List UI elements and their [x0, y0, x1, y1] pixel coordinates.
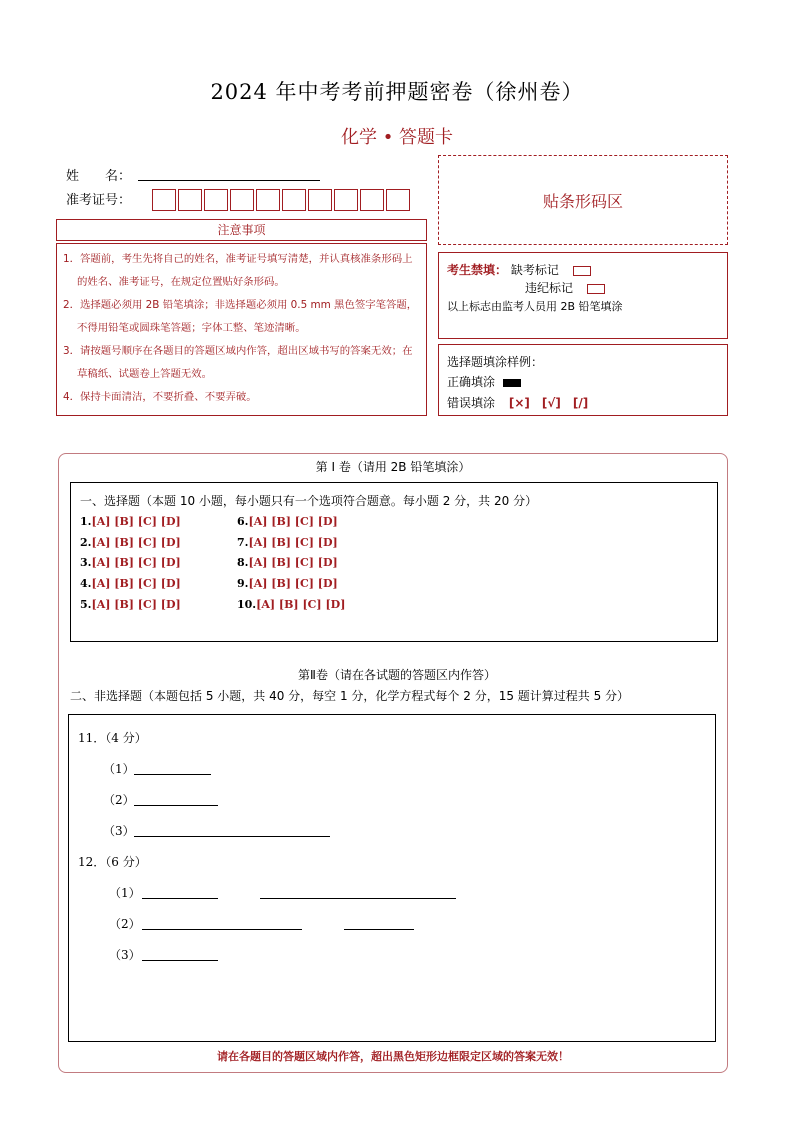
id-digit-box[interactable]	[204, 189, 228, 211]
notice-item: 4．保持卡面清洁，不要折叠、不要弄破。	[63, 391, 257, 403]
part1-title: 第 I 卷（请用 2B 铅笔填涂）	[315, 460, 471, 474]
q12-label: 12．（6 分）	[78, 855, 147, 869]
mcq-row[interactable]: 4.[A] [B] [C] [D]	[80, 577, 181, 590]
violation-label: 违纪标记	[525, 281, 574, 295]
absent-label: 缺考标记	[510, 263, 559, 277]
mcq-row[interactable]: 10.[A] [B] [C] [D]	[237, 598, 346, 611]
mcq-row[interactable]: 1.[A] [B] [C] [D]	[80, 515, 181, 528]
id-number-boxes[interactable]	[152, 189, 412, 211]
correct-fill-sample	[503, 379, 521, 387]
mcq-row[interactable]: 8.[A] [B] [C] [D]	[237, 556, 338, 569]
id-digit-box[interactable]	[178, 189, 202, 211]
id-digit-box[interactable]	[256, 189, 280, 211]
absent-mark[interactable]	[573, 266, 591, 276]
fill-sample-title: 选择题填涂样例：	[447, 355, 544, 369]
answer-line[interactable]	[260, 897, 456, 899]
forbidden-label: 考生禁填：	[447, 263, 508, 277]
mcq-row[interactable]: 2.[A] [B] [C] [D]	[80, 536, 181, 549]
footer-warning: 请在各题目的答题区域内作答，超出黑色矩形边框限定区域的答案无效！	[217, 1050, 569, 1063]
q11-part-label: （3）	[103, 824, 135, 838]
q11-label: 11．（4 分）	[78, 731, 147, 745]
mcq-row[interactable]: 9.[A] [B] [C] [D]	[237, 577, 338, 590]
free-answer-area	[68, 714, 716, 1042]
q12-part-label: （2）	[109, 917, 141, 931]
q11-part-label: （1）	[103, 762, 135, 776]
answer-line[interactable]	[134, 835, 330, 837]
notice-box	[56, 243, 427, 416]
page-subtitle: 化学 • 答题卡	[340, 127, 454, 148]
q12-part-label: （3）	[109, 948, 141, 962]
q12-part-label: （1）	[109, 886, 141, 900]
answer-line[interactable]	[142, 959, 218, 961]
page-title: 2024 年中考考前押题密卷（徐州卷）	[210, 80, 584, 104]
violation-mark[interactable]	[587, 284, 605, 294]
answer-line[interactable]	[134, 773, 211, 775]
barcode-label: 贴条形码区	[542, 191, 623, 211]
name-field[interactable]	[138, 179, 320, 181]
answer-line[interactable]	[134, 804, 218, 806]
id-digit-box[interactable]	[308, 189, 332, 211]
wrong-fill-examples: [×] [√] [/]	[508, 396, 589, 410]
part2-title: 第Ⅱ卷（请在各试题的答题区内作答）	[298, 668, 496, 682]
id-digit-box[interactable]	[152, 189, 176, 211]
mcq-row[interactable]: 7.[A] [B] [C] [D]	[237, 536, 338, 549]
part2-section-head: 二、非选择题（本题包括 5 小题，共 40 分，每空 1 分，化学方程式每个 2 分，15 题计算过程共 5 分）	[70, 689, 630, 703]
q11-part-label: （2）	[103, 793, 135, 807]
notice-item: 2．选择题必须用 2B 铅笔填涂；非选择题必须用 0.5 mm 黑色签字笔答题，不得用铅笔或圆珠笔答题；字体工整、笔迹清晰。	[63, 299, 418, 334]
id-digit-box[interactable]	[386, 189, 410, 211]
id-digit-box[interactable]	[282, 189, 306, 211]
answer-line[interactable]	[142, 928, 302, 930]
id-digit-box[interactable]	[230, 189, 254, 211]
mcq-section-head: 一、选择题（本题 10 小题，每小题只有一个选项符合题意。每小题 2 分，共 20 分）	[80, 494, 538, 508]
forbidden-box	[438, 252, 728, 339]
name-label: 姓 名：	[66, 169, 132, 184]
notice-heading: 注意事项	[56, 219, 427, 241]
mcq-row[interactable]: 3.[A] [B] [C] [D]	[80, 556, 181, 569]
answer-line[interactable]	[142, 897, 218, 899]
mcq-row[interactable]: 5.[A] [B] [C] [D]	[80, 598, 181, 611]
id-digit-box[interactable]	[360, 189, 384, 211]
mcq-row[interactable]: 6.[A] [B] [C] [D]	[237, 515, 338, 528]
notice-item: 1．答题前，考生先将自己的姓名，准考证号填写清楚，并认真核准条形码上的姓名、准考证号，在规定位置贴好条形码。	[63, 253, 413, 288]
answer-line[interactable]	[344, 928, 414, 930]
id-label: 准考证号：	[66, 193, 132, 208]
forbidden-note: 以上标志由监考人员用 2B 铅笔填涂	[447, 300, 623, 313]
barcode-area	[438, 155, 728, 245]
fill-sample-box	[438, 344, 728, 416]
id-digit-box[interactable]	[334, 189, 358, 211]
notice-item: 3．请按题号顺序在各题目的答题区域内作答，超出区域书写的答案无效；在草稿纸、试题卷上答题无效。	[63, 345, 413, 380]
wrong-fill-label: 错误填涂	[447, 396, 496, 410]
correct-fill-label: 正确填涂	[447, 375, 496, 389]
